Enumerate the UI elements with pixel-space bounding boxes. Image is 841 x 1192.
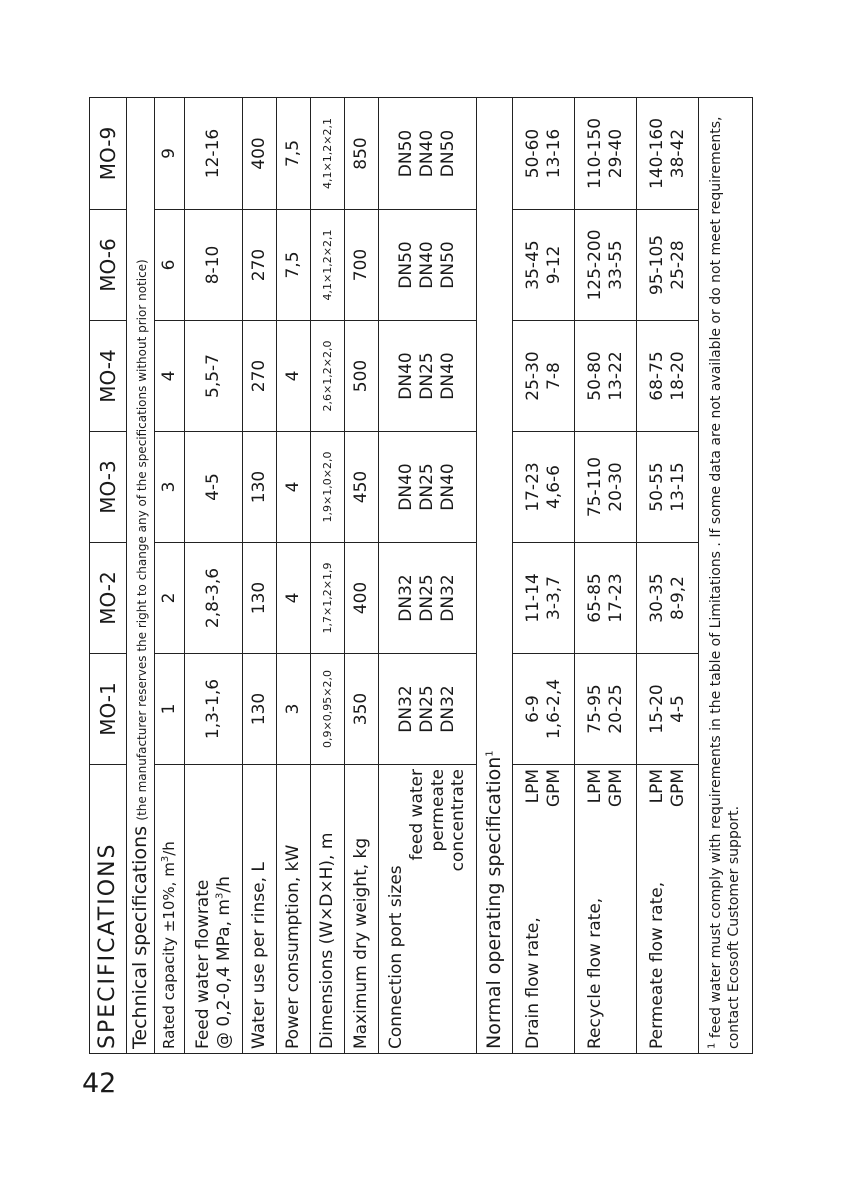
technical-note: (the manufacturer reserves the right to change any of the specifications without prior notice) bbox=[134, 259, 149, 821]
technical-specifications-heading bbox=[127, 98, 155, 1054]
footnote: $^1$ feed water must comply with requirements in the table of Limitations . If some data are not available or do not meet requirements, contact Ecosoft Customer support. bbox=[699, 98, 753, 1054]
weight-value: 500 bbox=[345, 321, 379, 432]
rated-capacity-value: 6 bbox=[155, 210, 185, 321]
rated-capacity-value: 3 bbox=[155, 432, 185, 543]
recycle-value: 75-95 20-25 bbox=[575, 654, 637, 765]
permeate-label: Permeate flow rate, LPM GPM bbox=[637, 765, 699, 1054]
operating-title-row bbox=[477, 98, 513, 1054]
weight-value: 850 bbox=[345, 98, 379, 210]
specifications-table-rotated bbox=[89, 98, 762, 1054]
permeate-value: 95-105 25-28 bbox=[637, 210, 699, 321]
dimensions-row bbox=[311, 98, 345, 1054]
weight-value: 350 bbox=[345, 654, 379, 765]
dimensions-value: 4,1×1,2×2,1 bbox=[311, 98, 345, 210]
specifications-table bbox=[89, 97, 753, 1054]
recycle-value: 110-150 29-40 bbox=[575, 98, 637, 210]
water-use-value: 400 bbox=[243, 98, 277, 210]
feed-flowrate-value: 5,5-7 bbox=[185, 321, 243, 432]
weight-row bbox=[345, 98, 379, 1054]
dimensions-value: 1,9×1,0×2,0 bbox=[311, 432, 345, 543]
feed-flowrate-row bbox=[185, 98, 243, 1054]
header-row bbox=[90, 98, 127, 1054]
permeate-value: 15-20 4-5 bbox=[637, 654, 699, 765]
model-header: MO-1 bbox=[90, 654, 127, 765]
footnote-row bbox=[699, 98, 753, 1054]
drain-value: 35-45 9-12 bbox=[513, 210, 575, 321]
power-value: 7,5 bbox=[277, 210, 311, 321]
weight-label: Maximum dry weight, kg bbox=[345, 765, 379, 1054]
weight-value: 700 bbox=[345, 210, 379, 321]
page-number: 42 bbox=[82, 1068, 117, 1099]
water-use-row bbox=[243, 98, 277, 1054]
model-header: MO-3 bbox=[90, 432, 127, 543]
recycle-value: 125-200 33-55 bbox=[575, 210, 637, 321]
ports-value: DN32 DN25 DN32 bbox=[379, 543, 477, 654]
feed-flowrate-value: 12-16 bbox=[185, 98, 243, 210]
ports-value: DN40 DN25 DN40 bbox=[379, 432, 477, 543]
operating-heading: Normal operating specification$^1$ bbox=[477, 98, 513, 1054]
feed-flowrate-value: 4-5 bbox=[185, 432, 243, 543]
technical-title: Technical specifications bbox=[128, 825, 151, 1049]
drain-value: 11-14 3-3,7 bbox=[513, 543, 575, 654]
rated-capacity-label: Rated capacity ±10%, $m^3/h$ bbox=[155, 765, 185, 1054]
permeate-value: 68-75 18-20 bbox=[637, 321, 699, 432]
specifications-title: SPECIFICATIONS bbox=[90, 765, 127, 1054]
dimensions-value: 1,7×1,2×1,9 bbox=[311, 543, 345, 654]
feed-flowrate-label: Feed water flowrate @ 0,2-0,4 MPa, $m^3/h$ bbox=[185, 765, 243, 1054]
permeate-row bbox=[637, 98, 699, 1054]
ports-value: DN40 DN25 DN40 bbox=[379, 321, 477, 432]
power-value: 3 bbox=[277, 654, 311, 765]
drain-value: 25-30 7-8 bbox=[513, 321, 575, 432]
permeate-value: 140-160 38-42 bbox=[637, 98, 699, 210]
dimensions-value: 4,1×1,2×2,1 bbox=[311, 210, 345, 321]
drain-value: 17-23 4,6-6 bbox=[513, 432, 575, 543]
water-use-value: 130 bbox=[243, 654, 277, 765]
feed-flowrate-value: 1,3-1,6 bbox=[185, 654, 243, 765]
dimensions-label: Dimensions (W×D×H), m bbox=[311, 765, 345, 1054]
drain-value: 6-9 1,6-2,4 bbox=[513, 654, 575, 765]
rated-capacity-value: 4 bbox=[155, 321, 185, 432]
weight-value: 400 bbox=[345, 543, 379, 654]
permeate-value: 30-35 8-9,2 bbox=[637, 543, 699, 654]
ports-value: DN50 DN40 DN50 bbox=[379, 98, 477, 210]
recycle-row bbox=[575, 98, 637, 1054]
dimensions-value: 2,6×1,2×2,0 bbox=[311, 321, 345, 432]
drain-value: 50-60 13-16 bbox=[513, 98, 575, 210]
rated-capacity-value: 2 bbox=[155, 543, 185, 654]
ports-row bbox=[379, 98, 477, 1054]
rated-capacity-value: 9 bbox=[155, 98, 185, 210]
model-header: MO-4 bbox=[90, 321, 127, 432]
power-value: 4 bbox=[277, 432, 311, 543]
water-use-value: 130 bbox=[243, 432, 277, 543]
ports-value: DN50 DN40 DN50 bbox=[379, 210, 477, 321]
power-row bbox=[277, 98, 311, 1054]
model-header: MO-2 bbox=[90, 543, 127, 654]
model-header: MO-6 bbox=[90, 210, 127, 321]
ports-value: DN32 DN25 DN32 bbox=[379, 654, 477, 765]
recycle-value: 75-110 20-30 bbox=[575, 432, 637, 543]
recycle-value: 50-80 13-22 bbox=[575, 321, 637, 432]
permeate-value: 50-55 13-15 bbox=[637, 432, 699, 543]
rated-capacity-value: 1 bbox=[155, 654, 185, 765]
recycle-value: 65-85 17-23 bbox=[575, 543, 637, 654]
power-label: Power consumption, kW bbox=[277, 765, 311, 1054]
power-value: 7,5 bbox=[277, 98, 311, 210]
water-use-value: 130 bbox=[243, 543, 277, 654]
water-use-value: 270 bbox=[243, 321, 277, 432]
drain-label: Drain flow rate, LPM GPM bbox=[513, 765, 575, 1054]
feed-flowrate-value: 2,8-3,6 bbox=[185, 543, 243, 654]
dimensions-value: 0,9×0,95×2,0 bbox=[311, 654, 345, 765]
recycle-label: Recycle flow rate, LPM GPM bbox=[575, 765, 637, 1054]
weight-value: 450 bbox=[345, 432, 379, 543]
ports-label: Connection port sizes feed water permeate concentrate bbox=[379, 765, 477, 1054]
technical-title-row bbox=[127, 98, 155, 1054]
drain-row bbox=[513, 98, 575, 1054]
power-value: 4 bbox=[277, 321, 311, 432]
power-value: 4 bbox=[277, 543, 311, 654]
feed-flowrate-value: 8-10 bbox=[185, 210, 243, 321]
water-use-label: Water use per rinse, L bbox=[243, 765, 277, 1054]
model-header: MO-9 bbox=[90, 98, 127, 210]
rated-capacity-row bbox=[155, 98, 185, 1054]
water-use-value: 270 bbox=[243, 210, 277, 321]
